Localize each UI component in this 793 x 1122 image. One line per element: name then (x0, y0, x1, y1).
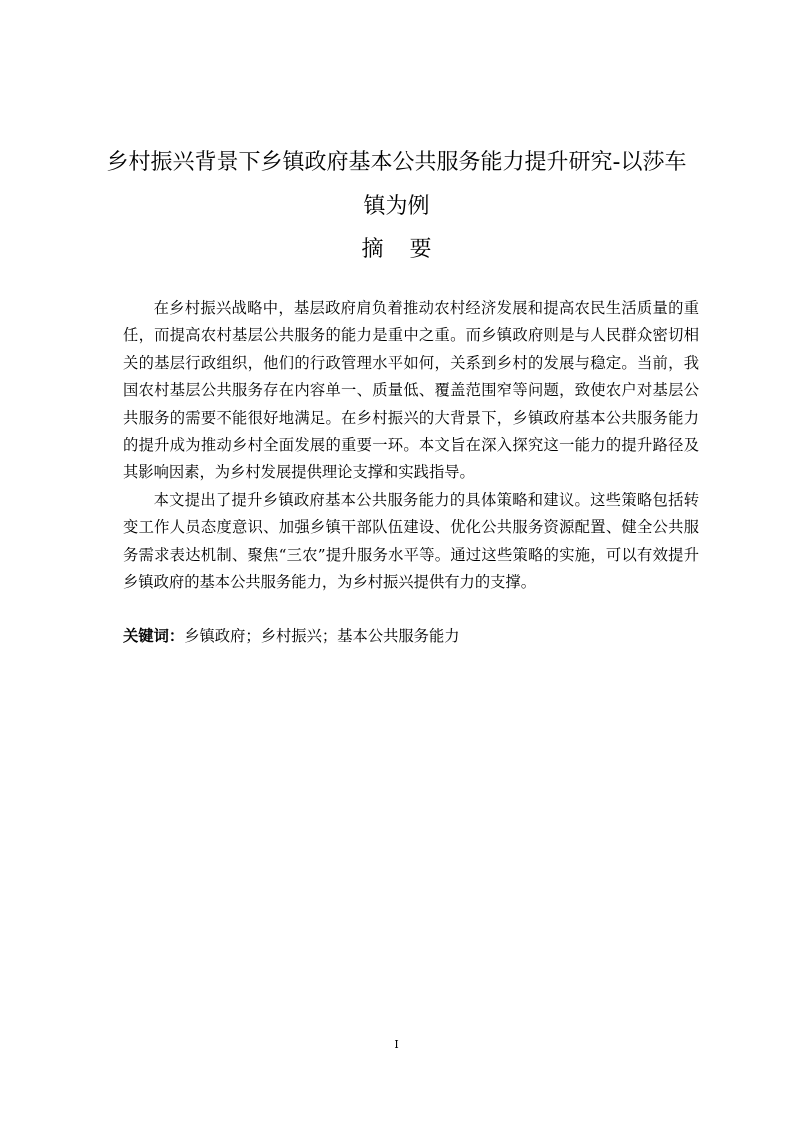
abstract-paragraph-1-block (123, 295, 699, 487)
document-title-line-1: 乡村振兴背景下乡镇政府基本公共服务能力提升研究-以莎车 (106, 150, 687, 175)
abstract-paragraph-1: 在乡村振兴战略中，基层政府肩负着推动农村经济发展和提高农民生活质量的重任，而提高农村基层公共服务的能力是重中之重。而乡镇政府则是与人民群众密切相关的基层行政组织，他们的行政管理水平如何，关系到乡村的发展与稳定。当前，我国农村基层公共服务存在内容单一、质量低、覆盖范围窄等问题，致使农户对基层公共服务的需要不能很好地满足。在乡村振兴的大背景下，乡镇政府基本公共服务能力的提升成为推动乡村全面发展的重要一环。本文旨在深入探究这一能力的提升路径及其影响因素，为乡村发展提供理论支撑和实践指导。 (123, 299, 699, 482)
keywords-label: 关键词： (123, 627, 185, 645)
abstract-paragraph-2: 本文提出了提升乡镇政府基本公共服务能力的具体策略和建议。这些策略包括转变工作人员态度意识、加强乡镇干部队伍建设、优化公共服务资源配置、健全公共服务需求表达机制、聚焦“三农”提升服务水平等。通过这些策略的实施，可以有效提升乡镇政府的基本公共服务能力，为乡村振兴提供有力的支撑。 (123, 491, 699, 592)
abstract-paragraph-2-block (123, 487, 699, 597)
abstract-heading-char-1: 摘 (361, 237, 384, 262)
abstract-heading-char-2: 要 (409, 237, 432, 262)
abstract-heading (0, 230, 793, 270)
keywords-line (123, 623, 699, 650)
keywords-text: 乡镇政府；乡村振兴；基本公共服务能力 (184, 627, 460, 645)
page-number: I (394, 1038, 399, 1051)
document-title-line-2: 镇为例 (363, 194, 430, 219)
